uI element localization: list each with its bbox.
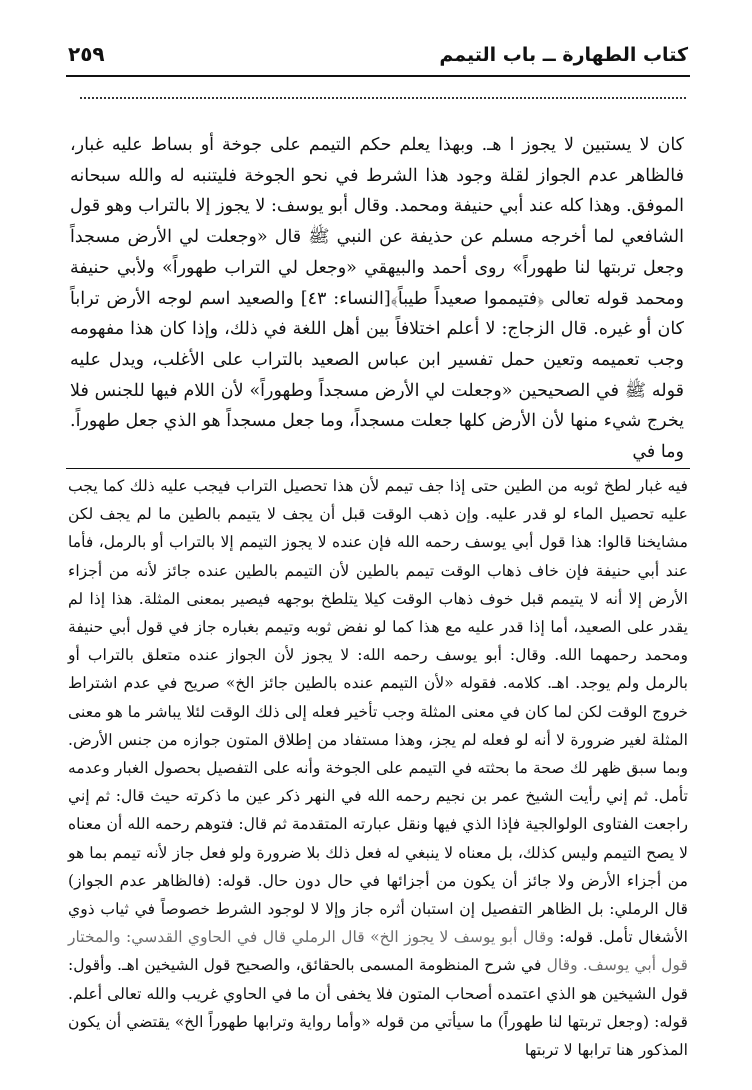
footnote-divider — [66, 468, 690, 469]
footnote-main: فيه غبار لطخ ثوبه من الطين حتى إذا جف تيمم لأن هذا تحصيل التراب فيجب عليه ذلك كما يجب عليه تحصيل الماء لو قدر عليه. وإن ذهب الوقت قبل أن يجف لا يتيمم بالطين ما لم يجف لكن مشايخنا قالوا: هذا قول أبي يوسف رحمه الله فإن عنده لا يجوز التيمم إلا بالتراب أو بالرمل، فأما عند أبي حنيفة فإن خاف ذهاب الوقت تيمم بالطين لأن التيمم بالطين عنده جائز لأنه من أجزاء الأرض إلا أنه لا يتيمم قبل خوف ذهاب الوقت كيلا يتلطخ بوجهه فيصير بمعنى المثلة. هذا إذا لم يقدر على الصعيد، أما إذا قدر عليه مع هذا كما لو نفض ثوبه وتيمم بغباره جاز في قول أبي حنيفة ومحمد رحمهما الله. وقال: أبو يوسف رحمه الله: لا يجوز لأن الجواز عنده متعلق بالتراب أو بالرمل ولم يوجد. اهـ. كلامه. فقوله «لأن التيمم عنده بالطين جائز الخ» صريح في عدم اشتراط خروج الوقت لكن لما كان في معنى المثلة وجب تأخير فعله إلى ذلك الوقت لئلا يباشر ما هو معنى المثلة لغير ضرورة لا أنه لو فعله لم يجز، وهذا مستفاد من إطلاق المتون جوازه من جنس الأرض. وبما سبق ظهر لك صحة ما بحثته في التيمم على الجوخة وأنه على التفصيل بحصول الغبار وعدمه تأمل. ثم إني رأيت الشيخ عمر بن نجيم رحمه الله في النهر ذكر عين ما ذكرته حيث قال: ثم إني راجعت الفتاوى الولوالجية فإذا الذي فيها ونقل عبارته المتقدمة ثم قال: فتوهم رحمه الله أن معناه لا يصح التيمم وليس كذلك، بل معناه لا ينبغي له فعل ذلك بلا ضرورة ولو فعل جاز لأنه تيمم بما هو من أجزاء الأرض ولا جائز أن يكون من أجزائها في حال دون حال. قوله: (فالظاهر عدم الجواز) قال الرملي: بل الظاهر التفصيل إن استبان أثره جاز وإلا لا لوجود الشرط خصوصاً في ثياب ذوي الأشغال تأمل. قوله: — [68, 477, 688, 947]
main-paragraph: كان لا يستبين لا يجوز ا هـ. وبهذا يعلم حكم التيمم على جوخة أو بساط عليه غبار، فالظاهر عدم الجواز لقلة وجود هذا الشرط في نحو الجوخة فليتنبه له والله سبحانه الموفق. وهذا كله عند أبي حنيفة ومحمد. وقال أبو يوسف: لا يجوز إلا بالتراب وهو قول الشافعي لما أخرجه مسلم عن حذيفة عن النبي ﷺ قال «وجعلت لي الأرض مسجداً وجعل تربتها لنا طهوراً» روى أحمد والبيهقي «وجعل لي التراب طهوراً» ولأبي حنيفة ومحمد قوله تعالى ﴿فتيمموا صعيداً طيباً﴾[النساء: ٤٣] والصعيد اسم لوجه الأرض تراباً كان أو غيره. قال الزجاج: لا أعلم اختلافاً بين أهل اللغة في ذلك، وإذا كان هذا مفهومه وجب تعميمه وتعين حمل تفسير ابن عباس الصعيد بالتراب على الأغلب، ويدل عليه قوله ﷺ في الصحيحين «وجعلت لي الأرض مسجداً وطهوراً» لأن اللام فيها للجنس فلا يخرج شيء منها لأن الأرض كلها جعلت مسجداً، وما جعل مسجداً هو الذي جعل طهوراً. وما في — [70, 135, 684, 463]
footnote-paragraph — [68, 472, 688, 1064]
footnote-end: في شرح المنظومة المسمى بالحقائق، والصحيح قول الشيخين اهـ. وأقول: قول الشيخين هو الذي اعتمده أصحاب المتون فلا يخفى أن ما في الحاوي غريب والله تعالى أعلم. قوله: (وجعل تربتها لنا طهوراً) ما سيأتي من قوله «وأما رواية وترابها طهوراً الخ» يقتضي أن يكون المذكور هنا ترابها لا تربتها — [68, 956, 688, 1060]
page-number: ٢٥٩ — [68, 42, 105, 66]
header-rule — [66, 75, 690, 77]
page-header — [68, 40, 688, 72]
footnote-text-block — [68, 472, 688, 1064]
main-text-block — [70, 130, 684, 468]
footnote-smudged-line: وقال أبو يوسف لا يجوز الخ» قال الرملي قال في الحاوي القدسي: والمختار قول أبي يوسف. وقال — [68, 928, 688, 975]
dotted-separator — [80, 97, 686, 99]
running-title: كتاب الطهارة ــ باب التيمم — [439, 44, 688, 66]
